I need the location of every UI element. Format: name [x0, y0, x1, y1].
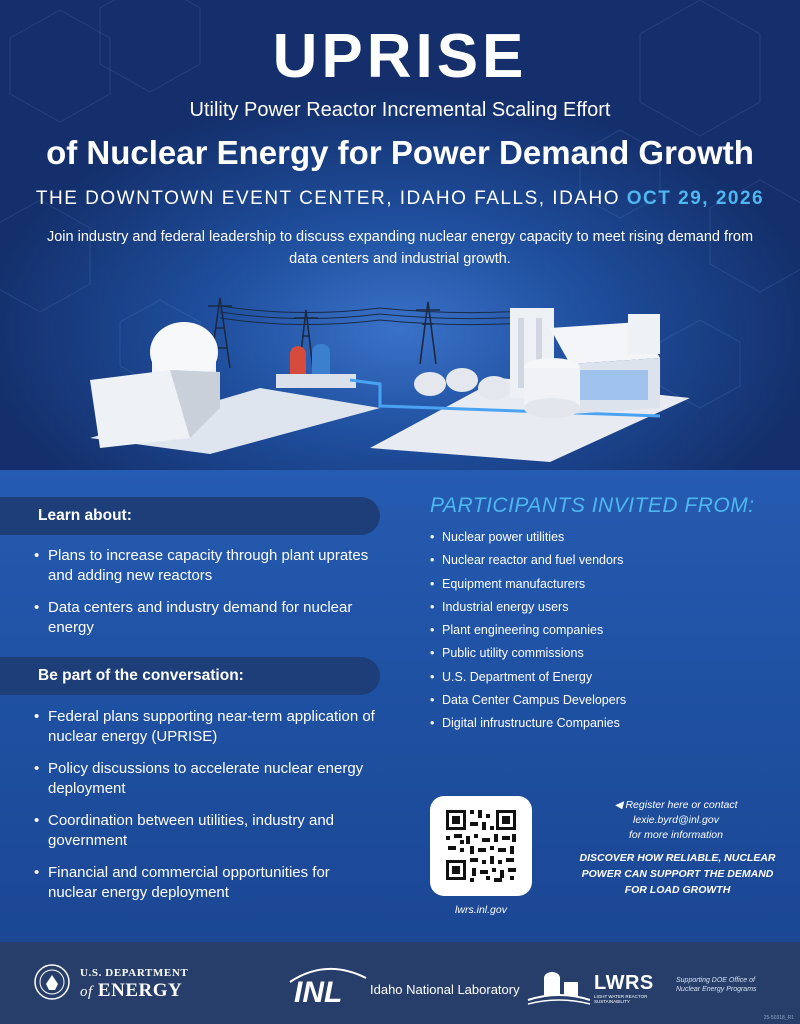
lwrs-name: LWRS: [594, 972, 654, 994]
learn-about-list: [34, 546, 379, 650]
inl-mark: INL: [294, 976, 343, 1008]
list-item: • Public utility commissions: [430, 642, 626, 665]
list-item: • Policy discussions to accelerate nuclear energy deployment: [34, 759, 379, 799]
participants-list: [430, 526, 626, 736]
event-title: UPRISE: [272, 22, 528, 91]
learn-about-heading: Learn about:: [38, 507, 132, 524]
list-item: • Nuclear power utilities: [430, 526, 626, 549]
lwrs-subtitle: LIGHT WATER REACTOR SUSTAINABILITY: [594, 994, 648, 1004]
doe-line2: ENERGY: [97, 980, 183, 1001]
event-headline: of Nuclear Energy for Power Demand Growth: [46, 134, 754, 171]
contact-email[interactable]: lexie.byrd@inl.gov: [633, 814, 719, 826]
conversation-heading: Be part of the conversation:: [38, 667, 244, 684]
more-info-line: for more information: [629, 829, 723, 841]
footer: [0, 942, 800, 1024]
list-item: • Data Center Campus Developers: [430, 689, 626, 712]
event-intro: Join industry and federal leadership to discuss expanding nuclear energy capacity to meet rising demand from data centers and industrial growth.: [46, 229, 754, 267]
list-item: • Federal plans supporting near-term application of nuclear energy (UPRISE): [34, 707, 379, 747]
registration-qr-code[interactable]: [430, 796, 532, 896]
doe-line1: U.S. DEPARTMENT: [80, 967, 189, 979]
qr-code-icon: [430, 796, 532, 896]
event-date: OCT 29, 2026: [626, 188, 765, 209]
list-item: • U.S. Department of Energy: [430, 666, 626, 689]
lwrs-logo-icon: [526, 966, 592, 1006]
inl-name: Idaho National Laboratory: [370, 982, 520, 997]
doe-seal-icon: [34, 964, 70, 1000]
list-item: • Plant engineering companies: [430, 619, 626, 642]
doe-of: of: [80, 984, 93, 1000]
register-info: [566, 798, 786, 843]
conversation-list: [34, 707, 379, 915]
event-venue: THE DOWNTOWN EVENT CENTER, IDAHO FALLS, IDAHO: [35, 188, 620, 209]
doe-logo: [80, 967, 188, 1003]
left-triangle-icon: ◀: [614, 799, 623, 811]
list-item: • Data centers and industry demand for nuclear energy: [34, 598, 379, 638]
discover-tagline: DISCOVER HOW RELIABLE, NUCLEAR POWER CAN SUPPORT THE DEMAND FOR LOAD GROWTH: [579, 852, 776, 896]
list-item: • Coordination between utilities, industry and government: [34, 811, 379, 851]
power-plant-illustration: [80, 288, 700, 468]
qr-url[interactable]: lwrs.inl.gov: [455, 904, 507, 916]
event-venue-line: [0, 186, 800, 212]
list-item: • Digital infrustructure Companies: [430, 712, 626, 735]
list-item: • Nuclear reactor and fuel vendors: [430, 549, 626, 572]
event-subtitle: Utility Power Reactor Incremental Scaling Effort: [189, 99, 611, 121]
hero-banner: [0, 0, 800, 470]
list-item: • Industrial energy users: [430, 596, 626, 619]
inl-logo-icon: [286, 964, 370, 1008]
content-section: [0, 470, 800, 942]
document-code: 25-50318_R1: [763, 1015, 794, 1021]
list-item: • Plans to increase capacity through plant uprates and adding new reactors: [34, 546, 379, 586]
register-line: Register here or contact: [625, 799, 738, 811]
doe-office-note: Supporting DOE Office of Nuclear Energy Programs: [676, 977, 757, 993]
list-item: • Equipment manufacturers: [430, 573, 626, 596]
learn-about-header: [0, 497, 380, 535]
participants-heading: PARTICIPANTS INVITED FROM:: [430, 494, 755, 517]
list-item: • Financial and commercial opportunities for nuclear energy deployment: [34, 863, 379, 903]
conversation-header: [0, 657, 380, 695]
